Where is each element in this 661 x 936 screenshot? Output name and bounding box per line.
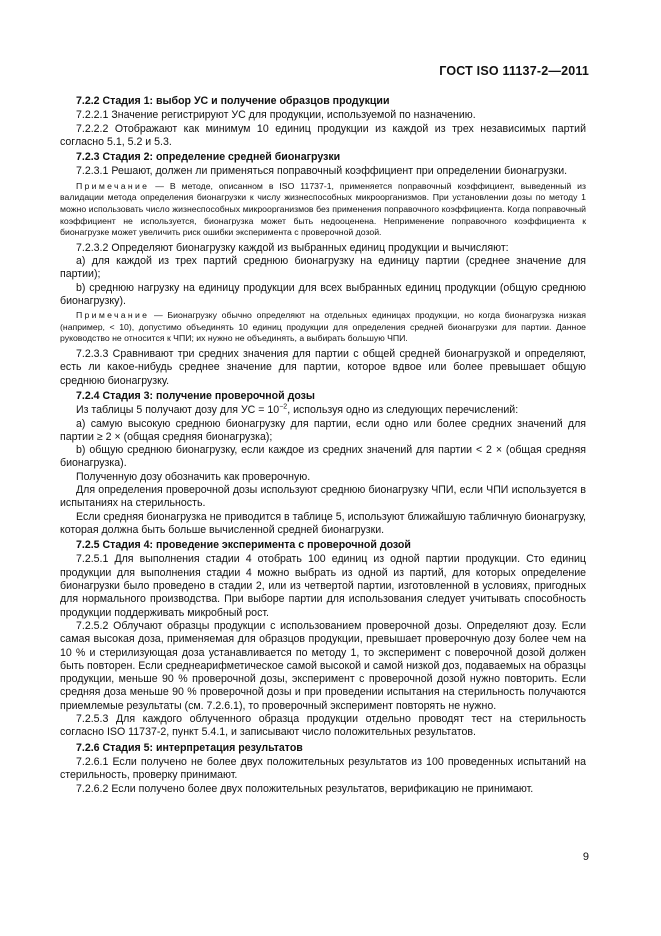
note-2 xyxy=(60,310,586,345)
note-2-label: Примечание xyxy=(76,310,150,321)
page-number: 9 xyxy=(582,851,589,863)
paragraph-7-2-4-intro xyxy=(60,404,586,417)
note-1-label: Примечание xyxy=(76,180,150,191)
paragraph-7-2-5-3: 7.2.5.3 Для каждого облученного образца продукции отдельно проводят тест на стерильность согласно ISO 11737-2, пункт 5.4.1, и записывают число положительных результатов. xyxy=(60,713,586,739)
paragraph-7-2-3-2-a: a) для каждой из трех партий среднюю бионагрузку на единицу партии (среднее значение для партии); xyxy=(60,255,586,281)
document-header: ГОСТ ISO 11137-2—2011 xyxy=(439,64,589,78)
note-1 xyxy=(60,181,586,239)
section-7-2-5-title: 7.2.5 Стадия 4: проведение эксперимента с проверочной дозой xyxy=(76,539,411,552)
document-body xyxy=(60,93,586,796)
paragraph-7-2-4-a: a) самую высокую среднюю бионагрузку для партии, если одно или более средних значений для партии ≥ 2 × (общая средняя бионагрузка); xyxy=(60,417,586,443)
section-7-2-4-title: 7.2.4 Стадия 3: получение проверочной дозы xyxy=(76,389,315,402)
paragraph-7-2-6-2: 7.2.6.2 Если получено более двух положительных результатов, верификацию не принимают. xyxy=(76,782,534,795)
note-1-text: — В методе, описанном в ISO 11737-1, применяется поправочный коэффициент, выведенный из валидации метода определения бионагрузки к числу жизнеспособных микроорганизмов. При установлении дозы по методу 1 можно использовать число жизнеспособных микроорганизмов без применения поправочного коэффициента. Когда поправочный коэффициент не используется, бионагрузка может быть недооценена. Неприменение поправочного коэффициента к бионагрузке может увеличить риск ошибки эксперимента с проверочной дозой. xyxy=(60,180,586,238)
paragraph-7-2-3-2-b: b) среднюю нагрузку на единицу продукции для всех выбранных единиц продукции (общую среднюю бионагрузку). xyxy=(60,281,586,307)
paragraph-7-2-5-2: 7.2.5.2 Облучают образцы продукции с использованием проверочной дозы. Определяют дозу. Если самая высокая доза, применяемая для образцов продукции, превышает проверочную дозу более чем на 10 % и стерилизующая доза устанавливается по методу 1, то эксперимент с поверочной дозой должен быть повторен. Если среднеарифметическое самой высокой и самой низкой доз, подаваемых на образцы продукции, меньше 90 % проверочной дозы, эксперимент с проверочной дозой нужно повторить. Если средняя доза меньше 90 % проверочной дозы и при проведении испытания на стерильность получаются приемлемые результаты (см. 7.2.6.1), то проверочный эксперимент повторять не нужно. xyxy=(60,619,586,712)
paragraph-7-2-4-e: Если средняя бионагрузка не приводится в таблице 5, используют ближайшую табличную бионагрузку, которая должна быть больше вычисленной средней бионагрузки. xyxy=(60,510,586,536)
paragraph-7-2-3-3: 7.2.3.3 Сравнивают три средних значения для партии с общей средней бионагрузкой и определяют, есть ли какое-нибудь среднее значение для партии, которое вдвое или более превышает общую среднюю бионагрузку. xyxy=(60,348,586,387)
section-7-2-3-title: 7.2.3 Стадия 2: определение средней бионагрузки xyxy=(76,151,341,164)
paragraph-7-2-4-b: b) общую среднюю бионагрузку, если каждое из средних значений для партии < 2 × (общая средняя бионагрузка). xyxy=(60,444,586,470)
note-2-text: — Бионагрузку обычно определяют на отдельных единицах продукции, но когда бионагрузка низкая (например, < 10), допустимо объединять 10 единиц продукции для определения средней бионагрузки для партии. Данное руководство не относится к ЧПИ; их нужно не объединять, а выбирать большую ЧПИ. xyxy=(60,310,586,344)
paragraph-7-2-4-c: Полученную дозу обозначить как проверочную. xyxy=(76,470,311,483)
intro-text-a: Из таблицы 5 получают дозу для УС = 10 xyxy=(76,404,280,417)
paragraph-7-2-3-1: 7.2.3.1 Решают, должен ли применяться поправочный коэффициент при определении бионагрузки. xyxy=(76,165,568,178)
paragraph-7-2-2-1: 7.2.2.1 Значение регистрируют УС для продукции, используемой по назначению. xyxy=(76,109,476,122)
paragraph-7-2-6-1: 7.2.6.1 Если получено не более двух положительных результатов из 100 проведенных испытаний на стерильность, проверку принимают. xyxy=(60,755,586,782)
paragraph-7-2-3-2: 7.2.3.2 Определяют бионагрузку каждой из выбранных единиц продукции и вычисляют: xyxy=(76,241,509,254)
section-7-2-2-title: 7.2.2 Стадия 1: выбор УС и получение образцов продукции xyxy=(76,95,390,107)
intro-text-b: , используя одно из следующих перечислений: xyxy=(287,404,519,417)
paragraph-7-2-2-2: 7.2.2.2 Отображают как минимум 10 единиц продукции из каждой из трех независимых партий согласно 5.1, 5.2 и 5.3. xyxy=(60,122,586,148)
section-7-2-6-title: 7.2.6 Стадия 5: интерпретация результатов xyxy=(76,741,303,754)
intro-exponent: −2 xyxy=(279,403,288,411)
paragraph-7-2-4-d: Для определения проверочной дозы используют среднюю бионагрузку ЧПИ, если ЧПИ используется в испытаниях на стерильность. xyxy=(60,483,586,510)
paragraph-7-2-5-1: 7.2.5.1 Для выполнения стадии 4 отобрать 100 единиц из одной партии продукции. Сто единиц продукции для выполнения стадии 4 можно выбрать из одной из партий, для которых определение бионагрузки было проведено в стадии 2, или из четвертой партии, изготовленной в условиях, пригодных для нормального производства. При выборе партии для использования следует учитывать способность продукции поддерживать микробный рост. xyxy=(60,553,586,619)
